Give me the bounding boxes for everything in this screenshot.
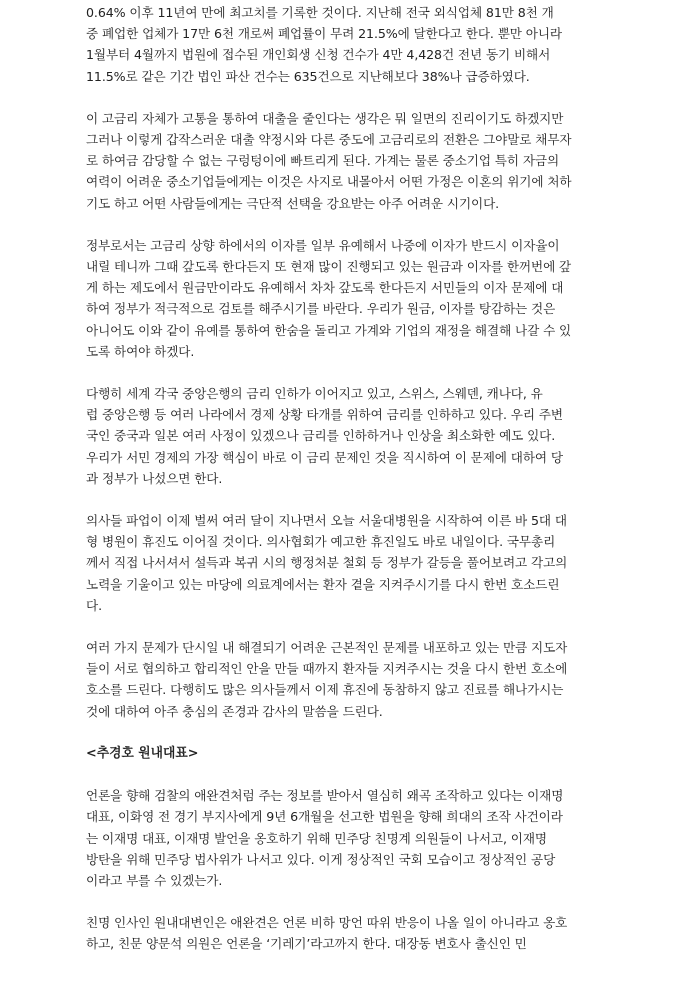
paragraph-gap [86, 489, 622, 510]
paragraph-gap [86, 616, 622, 637]
text-line: 노력을 기울이고 있는 마당에 의료계에서는 환자 곁을 지켜주시기를 다시 한번 호소드린 [86, 576, 560, 592]
text-line: 우리가 서민 경제의 가장 핵심이 바로 이 금리 문제인 것을 직시하여 이 문제에 대하여 당 [86, 449, 563, 465]
text-line: 여러 가지 문제가 단시일 내 해결되기 어려운 근본적인 문제를 내포하고 있는 만큼 지도자 [86, 640, 568, 656]
text-line: 것에 대하여 아주 충심의 존경과 감사의 말씀을 드린다. [86, 703, 383, 719]
text-line: 친명 인사인 원내대변인은 애완견은 언론 비하 망언 따위 반응이 나올 일이 아니라고 옹호 [86, 915, 568, 931]
text-line: 의사들 파업이 이제 벌써 여러 달이 지나면서 오늘 서울대병원을 시작하여 이른 바 5대 대 [86, 513, 567, 529]
paragraph-2 [86, 108, 622, 214]
text-line: 중 폐업한 업체가 17만 6천 개로써 폐업률이 무려 21.5%에 달한다고 한다. 뿐만 아니라 [86, 26, 562, 42]
text-line: 국인 중국과 일본 여러 사정이 있겠으나 금리를 인하하거나 인상을 최소화한 예도 있다. [86, 428, 556, 444]
text-line: 1월부터 4월까지 법원에 접수된 개인회생 신청 건수가 4만 4,428건 전년 동기 비해서 [86, 47, 551, 63]
paragraph-6 [86, 637, 622, 722]
text-line: 대표, 이화영 전 경기 부지사에게 9년 6개월을 선고한 법원을 향해 희대의 조작 사건이라 [86, 809, 563, 825]
text-line: 게 하는 제도에서 원금만이라도 유예해서 차차 갚도록 한다든지 서민들의 이자 문제에 대 [86, 280, 564, 296]
paragraph-4 [86, 383, 622, 489]
paragraph-gap [86, 891, 622, 912]
paragraph-8 [86, 912, 622, 954]
text-line: 내릴 테니까 그때 갚도록 한다든지 또 현재 많이 진행되고 있는 원금과 이자를 한꺼번에 갚 [86, 259, 572, 275]
text-line: 께서 직접 나서셔서 설득과 복귀 시의 행정처분 철회 등 정부가 갈등을 풀어보려고 각고의 [86, 555, 568, 571]
text-line: 형 병원이 휴진도 이어질 것이다. 의사협회가 예고한 휴진일도 바로 내일이다. 국무총리 [86, 534, 556, 550]
paragraph-5 [86, 510, 622, 616]
text-line: 로 하여금 감당할 수 없는 구렁텅이에 빠트리게 된다. 가계는 물론 중소기업 특히 자금의 [86, 153, 560, 169]
text-line: 호소를 드린다. 다행히도 많은 의사들께서 이제 휴진에 동참하지 않고 진료를 해나가시는 [86, 682, 564, 698]
text-line: 들이 서로 협의하고 합리적인 안을 만들 때까지 환자들 지켜주시는 것을 다시 한번 호소에 [86, 661, 568, 677]
paragraph-gap [86, 764, 622, 785]
paragraph-1 [86, 2, 622, 87]
text-line: 도록 하여야 하겠다. [86, 343, 195, 359]
text-line: 럽 중앙은행 등 여러 나라에서 경제 상황 타개를 위하여 금리를 인하하고 있다. 우리 주변 [86, 407, 563, 423]
text-line: 이라고 부를 수 있겠는가. [86, 872, 223, 888]
text-line: 0.64% 이후 11년여 만에 최고치를 기록한 것이다. 지난해 전국 외식업체 81만 8천 개 [86, 5, 554, 20]
text-line: 여력이 어려운 중소기업들에게는 이것은 사지로 내몰아서 어떤 가정은 이혼의 위기에 처하 [86, 174, 572, 190]
paragraph-gap [86, 362, 622, 383]
text-line: 과 정부가 나섰으면 한다. [86, 470, 223, 486]
section-heading: <추경호 원내대표> [86, 745, 199, 761]
text-line: 하여 정부가 적극적으로 검토를 해주시기를 바란다. 우리가 원금, 이자를 탕감하는 것은 [86, 301, 556, 317]
text-line: 11.5%로 같은 기간 법인 파산 건수는 635건으로 지난해보다 38%나 급증하였다. [86, 68, 530, 84]
text-line: 이 고금리 자체가 고통을 통하여 대출을 줄인다는 생각은 뭐 일면의 진리이기도 하겠지만 [86, 110, 564, 126]
paragraph-gap [86, 87, 622, 108]
text-line: 아니어도 이와 같이 유예를 통하여 한숨을 돌리고 가계와 기업의 재정을 해결해 나갈 수 있 [86, 322, 572, 338]
paragraph-gap [86, 722, 622, 743]
paragraph-gap [86, 214, 622, 235]
text-line: 언론을 향해 검찰의 애완견처럼 주는 정보를 받아서 열심히 왜곡 조작하고 있다는 이재명 [86, 788, 564, 804]
document-body [86, 2, 622, 955]
text-line: 기도 하고 어떤 사람들에게는 극단적 선택을 강요받는 아주 어려운 시기이다. [86, 195, 500, 211]
text-line: 정부로서는 고금리 상향 하에서의 이자를 일부 유예해서 나중에 이자가 반드시 이자율이 [86, 237, 560, 253]
text-line: 그러나 이렇게 갑작스러운 대출 약정시와 다른 중도에 고금리로의 전환은 그야말로 채무자 [86, 132, 572, 148]
paragraph-3 [86, 235, 622, 362]
text-line: 는 이재명 대표, 이재명 발언을 옹호하기 위해 민주당 친명계 의원들이 나서고, 이재명 [86, 830, 547, 846]
paragraph-7 [86, 785, 622, 891]
text-line: 다. [86, 597, 102, 613]
text-line: 방탄을 위해 민주당 법사위가 나서고 있다. 이게 정상적인 국회 모습이고 정상적인 공당 [86, 851, 556, 867]
text-line: 하고, 친문 양문석 의원은 언론을 ‘기레기’라고까지 한다. 대장동 변호사 출신인 민 [86, 936, 527, 952]
text-line: 다행히 세계 각국 중앙은행의 금리 인하가 이어지고 있고, 스위스, 스웨덴, 캐나다, 유 [86, 386, 543, 402]
